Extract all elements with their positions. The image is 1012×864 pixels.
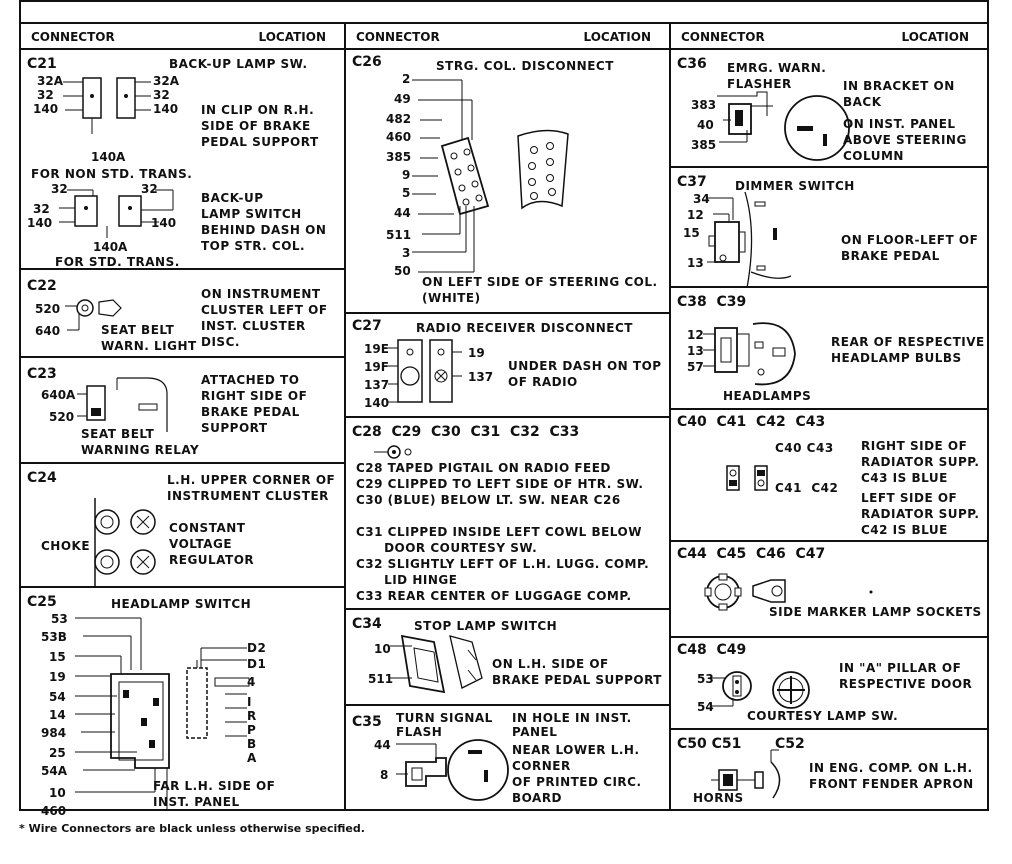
column-1 xyxy=(21,24,346,818)
connector-id: C24 xyxy=(27,470,57,486)
section-c38-c39 xyxy=(671,288,987,410)
section-c36 xyxy=(671,48,987,168)
diagram-frame xyxy=(19,0,989,818)
location-line: LEFT SIDE OF xyxy=(861,491,958,505)
pin-label: D2 xyxy=(247,641,267,655)
pin-label: 137 xyxy=(364,378,390,392)
column-2 xyxy=(346,24,671,809)
location-line: RIGHT SIDE OF xyxy=(201,389,308,403)
header-connector: CONNECTOR xyxy=(31,30,115,44)
connector-ids: C28 C29 C30 C31 C32 C33 xyxy=(352,424,580,440)
pin-label: 10 xyxy=(374,642,391,656)
header-location: LOCATION xyxy=(258,30,326,44)
location-line: C29 CLIPPED TO LEFT SIDE OF HTR. SW. xyxy=(356,477,644,491)
location-line: DISC. xyxy=(201,335,240,349)
pin-label: 383 xyxy=(691,98,717,112)
section-title: EMRG. WARN. xyxy=(727,61,827,75)
dimmer-switch-drawing xyxy=(707,192,827,292)
pin-label: A xyxy=(247,751,257,765)
location-line: BOARD xyxy=(512,791,563,805)
pin-label: 54 xyxy=(49,690,66,704)
location-line: BACK-UP xyxy=(201,191,264,205)
section-c35 xyxy=(346,706,669,813)
pin-label: 140 xyxy=(364,396,390,410)
location-line: OF PRINTED CIRC. xyxy=(512,775,642,789)
pin-label: 520 xyxy=(35,302,61,316)
pin-label: 44 xyxy=(374,738,391,752)
location-line: FAR L.H. SIDE OF xyxy=(153,779,276,793)
emergency-flasher-drawing xyxy=(717,88,847,178)
pin-label: 53B xyxy=(41,630,67,644)
connector-id: C26 xyxy=(352,54,382,70)
pin-label: 3 xyxy=(402,246,411,260)
section-title: FLASHER xyxy=(727,77,792,91)
pin-label: 520 xyxy=(49,410,75,424)
location-line: IN HOLE IN INST. xyxy=(512,711,632,725)
pin-label: 50 xyxy=(394,264,411,278)
location-line: HEADLAMP BULBS xyxy=(831,351,962,365)
location-line: LID HINGE xyxy=(356,573,458,587)
location-line: CONSTANT xyxy=(169,521,246,535)
footnote: * Wire Connectors are black unless otherwise specified. xyxy=(19,822,365,835)
location-line: ON INST. PANEL xyxy=(843,117,956,131)
pin-label: 385 xyxy=(691,138,717,152)
section-c26 xyxy=(346,48,669,314)
location-line: ATTACHED TO xyxy=(201,373,300,387)
location-line: BEHIND DASH ON xyxy=(201,223,327,237)
section-c24 xyxy=(21,464,344,588)
location-line: BRAKE PEDAL SUPPORT xyxy=(492,673,662,687)
pin-label: 12 xyxy=(687,208,704,222)
section-c22 xyxy=(21,270,344,358)
column-disconnect-drawing xyxy=(412,76,612,276)
location-line: C30 (BLUE) BELOW LT. SW. NEAR C26 xyxy=(356,493,621,507)
location-line: FRONT FENDER APRON xyxy=(809,777,974,791)
connector-id: C21 xyxy=(27,56,57,72)
section-c44-c47 xyxy=(671,542,987,638)
pigtail-icon xyxy=(374,442,424,462)
location-line: BRAKE PEDAL xyxy=(201,405,300,419)
caption: FOR STD. TRANS. xyxy=(55,255,180,269)
pin-label: D1 xyxy=(247,657,267,671)
location-line: BRAKE PEDAL xyxy=(841,249,940,263)
stop-lamp-switch-drawing xyxy=(390,632,500,702)
pin-label: 15 xyxy=(683,226,700,240)
connector-id: C25 xyxy=(27,594,57,610)
pin-label: 640A xyxy=(41,388,76,402)
headlamp-connector-drawing xyxy=(701,318,811,398)
pin-label: 140 xyxy=(33,102,59,116)
pin-label: B xyxy=(247,737,257,751)
pin-label: 44 xyxy=(394,206,411,220)
pin-label: 32A xyxy=(37,74,63,88)
section-c25 xyxy=(21,588,344,818)
location-line: TOP STR. COL. xyxy=(201,239,306,253)
connector-ids: C40 C41 C42 C43 xyxy=(677,414,826,430)
location-line: C32 SLIGHTLY LEFT OF L.H. LUGG. COMP. xyxy=(356,557,650,571)
connector-drawing xyxy=(59,72,179,142)
caption: SIDE MARKER LAMP SOCKETS xyxy=(769,605,982,619)
pin-label: 12 xyxy=(687,328,704,342)
pin-label: 34 xyxy=(693,192,710,206)
pin-label: 140 xyxy=(153,102,179,116)
section-title: HEADLAMP SWITCH xyxy=(111,597,252,611)
section-c34 xyxy=(346,610,669,706)
location-line: IN CLIP ON R.H. xyxy=(201,103,315,117)
header-connector: CONNECTOR xyxy=(356,30,440,44)
caption: C40 C43 xyxy=(775,441,834,455)
connector-ids: C50 C51 xyxy=(677,736,742,752)
pin-label: 140 xyxy=(151,216,177,230)
pin-label: 140A xyxy=(93,240,128,254)
section-c23 xyxy=(21,358,344,464)
section-c27 xyxy=(346,314,669,418)
location-line: CLUSTER LEFT OF xyxy=(201,303,328,317)
pin-label: 460 xyxy=(386,130,412,144)
section-title: STRG. COL. DISCONNECT xyxy=(436,59,614,73)
location-line: IN "A" PILLAR OF xyxy=(839,661,962,675)
pin-label: 32A xyxy=(153,74,179,88)
pin-label: 32 xyxy=(37,88,54,102)
pin-label: P xyxy=(247,723,257,737)
pin-label: 8 xyxy=(380,768,389,782)
pin-label: 32 xyxy=(33,202,50,216)
caption: FOR NON STD. TRANS. xyxy=(31,167,193,181)
caption: CHOKE xyxy=(41,539,91,553)
location-line: DOOR COURTESY SW. xyxy=(356,541,538,555)
section-title: STOP LAMP SWITCH xyxy=(414,619,558,633)
location-line: CORNER xyxy=(512,759,571,773)
pin-label: 140 xyxy=(27,216,53,230)
location-line: ON INSTRUMENT xyxy=(201,287,321,301)
pin-label: 14 xyxy=(49,708,66,722)
pin-label: 13 xyxy=(687,344,704,358)
caption: WARNING RELAY xyxy=(81,443,200,457)
location-line: ON LEFT SIDE OF STEERING COL. xyxy=(422,275,658,289)
location-line: COLUMN xyxy=(843,149,904,163)
header-location: LOCATION xyxy=(901,30,969,44)
pin-label: 54A xyxy=(41,764,67,778)
header-connector: CONNECTOR xyxy=(681,30,765,44)
column-header xyxy=(21,24,344,50)
location-line: VOLTAGE xyxy=(169,537,233,551)
pin-label: 19E xyxy=(364,342,389,356)
location-line: INSTRUMENT CLUSTER xyxy=(167,489,329,503)
section-c28-c33 xyxy=(346,418,669,610)
pin-label: 9 xyxy=(402,168,411,182)
caption: HEADLAMPS xyxy=(723,389,812,403)
caption: SEAT BELT xyxy=(101,323,175,337)
connector-id: C23 xyxy=(27,366,57,382)
section-title: TURN SIGNAL xyxy=(396,711,493,725)
connector-id: C36 xyxy=(677,56,707,72)
location-line: PEDAL SUPPORT xyxy=(201,135,319,149)
location-line: LAMP SWITCH xyxy=(201,207,302,221)
location-line: OF RADIO xyxy=(508,375,578,389)
location-line: INST. CLUSTER xyxy=(201,319,306,333)
location-line: ON FLOOR-LEFT OF xyxy=(841,233,979,247)
regulator-drawing xyxy=(91,498,171,588)
connector-id: C35 xyxy=(352,714,382,730)
location-line: ON L.H. SIDE OF xyxy=(492,657,609,671)
location-line: UNDER DASH ON TOP xyxy=(508,359,662,373)
location-line: C42 IS BLUE xyxy=(861,523,948,537)
location-line: C28 TAPED PIGTAIL ON RADIO FEED xyxy=(356,461,611,475)
connector-ids: C48 C49 xyxy=(677,642,747,658)
pin-label: 53 xyxy=(51,612,68,626)
pin-label: 53 xyxy=(697,672,714,686)
section-c40-c43 xyxy=(671,410,987,542)
connector-id: C34 xyxy=(352,616,382,632)
location-line: REGULATOR xyxy=(169,553,255,567)
location-line: RESPECTIVE DOOR xyxy=(839,677,973,691)
pin-label: I xyxy=(247,695,252,709)
pin-label: 32 xyxy=(153,88,170,102)
location-line: SIDE OF BRAKE xyxy=(201,119,311,133)
pin-label: 5 xyxy=(402,186,411,200)
pin-label: 32 xyxy=(51,182,68,196)
pin-label: 984 xyxy=(41,726,67,740)
pin-label: 140A xyxy=(91,150,126,164)
connector-drawing xyxy=(55,182,185,242)
location-line: L.H. UPPER CORNER OF xyxy=(167,473,336,487)
connector-id: C27 xyxy=(352,318,382,334)
pin-label: 2 xyxy=(402,72,411,86)
location-line: PANEL xyxy=(512,725,558,739)
turn-signal-flasher-drawing xyxy=(396,740,516,810)
caption: WARN. LIGHT xyxy=(101,339,197,353)
location-line: BACK xyxy=(843,95,882,109)
connector-id: C22 xyxy=(27,278,57,294)
caption: C41 C42 xyxy=(775,481,839,495)
pin-label: 19 xyxy=(468,346,485,360)
location-line: C31 CLIPPED INSIDE LEFT COWL BELOW xyxy=(356,525,642,539)
pin-label: 54 xyxy=(697,700,714,714)
location-line: REAR OF RESPECTIVE xyxy=(831,335,985,349)
pin-label: 640 xyxy=(35,324,61,338)
pin-label: 10 xyxy=(49,786,66,800)
location-line: RADIATOR SUPP. xyxy=(861,455,980,469)
connector-id: C37 xyxy=(677,174,707,190)
pin-label: 15 xyxy=(49,650,66,664)
section-c37 xyxy=(671,168,987,288)
pin-label: 511 xyxy=(368,672,394,686)
location-line: C43 IS BLUE xyxy=(861,471,948,485)
pin-label: 32 xyxy=(141,182,158,196)
pin-label: 385 xyxy=(386,150,412,164)
location-line: ABOVE STEERING xyxy=(843,133,967,147)
section-c21 xyxy=(21,48,344,270)
location-line: C33 REAR CENTER OF LUGGAGE COMP. xyxy=(356,589,632,603)
section-title: DIMMER SWITCH xyxy=(735,179,855,193)
location-line: INST. PANEL xyxy=(153,795,240,809)
location-line: NEAR LOWER L.H. xyxy=(512,743,640,757)
section-title: BACK-UP LAMP SW. xyxy=(169,57,308,71)
location-line: IN BRACKET ON xyxy=(843,79,955,93)
pin-label: 460 xyxy=(41,804,67,818)
section-title: FLASH xyxy=(396,725,443,739)
connector-ids: C44 C45 C46 C47 xyxy=(677,546,826,562)
section-c50-c52 xyxy=(671,730,987,813)
section-title: RADIO RECEIVER DISCONNECT xyxy=(416,321,633,335)
pin-label: 25 xyxy=(49,746,66,760)
column-header xyxy=(346,24,669,50)
header-location: LOCATION xyxy=(583,30,651,44)
location-line: SUPPORT xyxy=(201,421,268,435)
pin-label: 13 xyxy=(687,256,704,270)
connector-ids: C38 C39 xyxy=(677,294,747,310)
location-line: (WHITE) xyxy=(422,291,481,305)
pin-label: R xyxy=(247,709,257,723)
caption: HORNS xyxy=(693,791,744,805)
column-header xyxy=(671,24,987,50)
pin-label: 511 xyxy=(386,228,412,242)
column-3 xyxy=(671,24,987,809)
pin-label: 49 xyxy=(394,92,411,106)
section-c48-c49 xyxy=(671,638,987,730)
location-line: RADIATOR SUPP. xyxy=(861,507,980,521)
pin-label: 19F xyxy=(364,360,389,374)
pin-label: 40 xyxy=(697,118,714,132)
relay-drawing xyxy=(77,374,187,434)
pin-label: 19 xyxy=(49,670,66,684)
caption: SEAT BELT xyxy=(81,427,155,441)
caption: COURTESY LAMP SW. xyxy=(747,709,899,723)
location-line: IN ENG. COMP. ON L.H. xyxy=(809,761,973,775)
pin-label: 482 xyxy=(386,112,412,126)
location-line: RIGHT SIDE OF xyxy=(861,439,968,453)
connector-id: C52 xyxy=(775,736,805,752)
pin-label: 57 xyxy=(687,360,704,374)
pin-label: 4 xyxy=(247,675,256,689)
pin-label: 137 xyxy=(468,370,494,384)
